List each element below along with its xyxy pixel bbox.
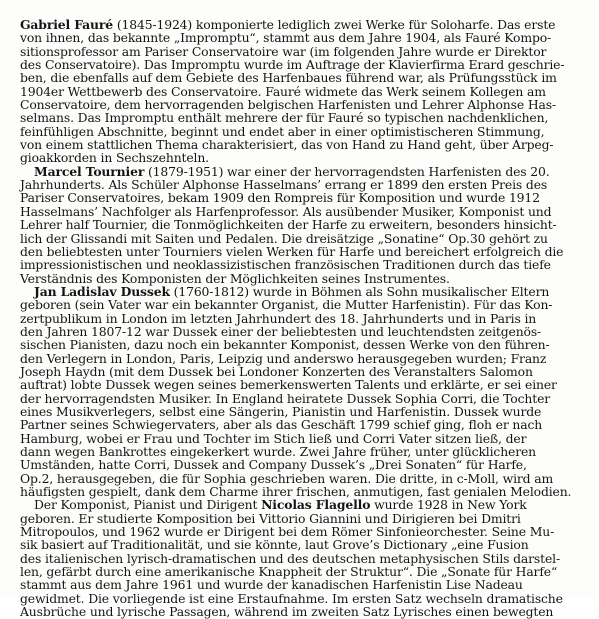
line-text: Verständnis des Komponisten der Möglichkeiten seines Instrumentes. <box>20 270 450 286</box>
text-line <box>20 472 585 485</box>
text-line <box>20 485 585 498</box>
line-text: 1904er Wettbewerb des Conservatoire. Fauré widmete das Werk seinem Kollegen am <box>20 83 546 99</box>
text-line <box>20 125 585 138</box>
line-text: Joseph Haydn (mit dem Dussek bei Londoner Konzerten des Veranstalters Salomon <box>20 363 533 379</box>
line-text: dann wegen Bankrottes eingekerkert wurde. Zwei Jahre früher, unter glücklicheren <box>20 444 537 459</box>
text-line <box>20 458 585 471</box>
paragraph <box>20 285 585 499</box>
line-text: ben, die ebenfalls auf dem Gebiete des Harfenbaues führend war, als Prüfungsstück im <box>20 70 557 86</box>
text-line <box>20 565 585 578</box>
text-line <box>20 578 585 591</box>
text-line <box>20 538 585 551</box>
text-line <box>20 245 585 258</box>
text-line <box>20 325 585 338</box>
text-line <box>20 512 585 525</box>
text-line <box>20 98 585 111</box>
line-text: gioakkorden in Sechszehnteln. <box>20 150 209 166</box>
line-text: Ausbrüche und lyrische Passagen, während im zweiten Satz Lyrisches einen bewegten <box>20 604 554 619</box>
line-text: zertpublikum in London im letzten Jahrhundert des 18. Jahrhunderts und in Paris in <box>20 310 537 326</box>
line-text: wurde 1928 in New York <box>370 497 527 513</box>
text-line <box>20 258 585 271</box>
composer-name: Marcel Tournier <box>34 163 145 179</box>
text-line <box>20 312 585 325</box>
line-text: Partner seines Schwiegervaters, aber als das Geschäft 1799 schief ging, floh er nach <box>20 417 543 433</box>
text-line <box>20 298 585 311</box>
text-line <box>20 31 585 44</box>
line-text: Umständen, hatte Corri, Dussek and Company Dussek’s „Drei Sonaten“ für Harfe, <box>20 457 527 473</box>
paragraph <box>20 498 585 618</box>
line-text: Jahrhunderts. Als Schüler Alphonse Hasselmans’ errang er 1899 den ersten Preis des <box>20 177 548 193</box>
composer-name: Gabriel Fauré <box>20 17 114 32</box>
line-text: Mitropoulos, und 1962 wurde er Dirigent bei dem Römer Sinfonieorchester. Seine Mu- <box>20 524 555 540</box>
text-line <box>20 605 585 618</box>
text-line <box>20 111 585 124</box>
text-line <box>20 151 585 164</box>
text-line <box>20 85 585 98</box>
text-line <box>20 71 585 84</box>
text-line <box>20 378 585 391</box>
line-text: Op.2, herausgegeben, die für Sophia geschrieben waren. Die dritte, in c-Moll, wird am <box>20 470 554 486</box>
line-text: stammt aus dem Jahre 1961 und wurde der kanadischen Harfenistin Lise Nadeau <box>20 577 523 593</box>
line-text: sitionsprofessor am Pariser Conservatoire war (im folgenden Jahre wurde er Direktor <box>20 43 547 59</box>
line-text: den Jahren 1807-12 war Dussek einer der beliebtesten und leuchtendsten zeitgenös- <box>20 323 542 339</box>
text-line <box>20 365 585 378</box>
line-text: Hasselmans’ Nachfolger als Harfenprofessor. Als ausübender Musiker, Komponist und <box>20 203 552 219</box>
line-text: geboren. Er studierte Komposition bei Vittorio Giannini und Dirigieren bei Dmitri <box>20 510 521 526</box>
line-text: (1845-1924) komponierte lediglich zwei Werke für Soloharfe. Das erste <box>113 17 556 32</box>
line-text: geboren (sein Vater war ein bekannter Organist, die Mutter Harfenistin). Für das Kon- <box>20 297 553 313</box>
line-text: feinfühligen Abschnitte, beginnt und endet aber in einer optimistischeren Stimmung, <box>20 123 545 139</box>
text-line <box>20 232 585 245</box>
text-line <box>20 18 585 31</box>
line-text: der hervorragendsten Musiker. In England heiratete Dussek Sophia Corri, die Tochter <box>20 390 551 406</box>
text-line <box>20 405 585 418</box>
text-line <box>20 352 585 365</box>
text-line <box>20 45 585 58</box>
line-text: Conservatoire, dem hervorragenden belgischen Harfenisten und Lehrer Alphonse Has- <box>20 97 556 113</box>
line-text: (1879-1951) war einer der hervorragendsten Harfenisten des 20. <box>144 163 550 179</box>
line-text: häufigsten gespielt, dank dem Charme ihrer frischen, anmutigen, fast genialen Melodien. <box>20 484 572 500</box>
text-line <box>20 191 585 204</box>
text-line <box>20 272 585 285</box>
line-text: eines Musikverlegers, selbst eine Sängerin, Pianistin und Harfenistin. Dussek wurde <box>20 403 542 419</box>
line-text: Pariser Conservatoires, bekam 1909 den Rompreis für Komposition und wurde 1912 <box>20 190 540 206</box>
line-text: den Verlegern in London, Paris, Leipzig und anderswo herausgegeben wurden; Franz <box>20 350 547 366</box>
text-line <box>20 138 585 151</box>
text-line <box>20 165 585 178</box>
line-text: impressionistischen und neoklassizistischen französischen Traditionen durch das tiefe <box>20 257 551 273</box>
line-text: (1760-1812) wurde in Böhmen als Sohn musikalischer Eltern <box>169 283 550 299</box>
line-text: den beliebtesten unter Tourniers vielen Werken für Harfe und bereichert erfolgreich die <box>20 243 564 259</box>
text-line <box>20 338 585 351</box>
line-text: Hamburg, wobei er Frau und Tochter im Stich ließ und Corri Vater sitzen ließ, der <box>20 430 527 446</box>
line-text: gewidmet. Die vorliegende ist eine Erstaufnahme. Im ersten Satz wechseln dramatische <box>20 590 563 606</box>
composer-name: Nicolas Flagello <box>261 497 371 513</box>
text-line <box>20 418 585 431</box>
line-text: von ihnen, das bekannte „Impromptu“, stammt aus dem Jahre 1904, als Fauré Kompo- <box>20 30 552 46</box>
line-text: lich der Glissandi mit Saiten und Pedalen. Die dreisätzige „Sonatine“ Op.30 gehört zu <box>20 230 548 246</box>
text-line <box>20 498 585 511</box>
text-line <box>20 525 585 538</box>
line-text: selmans. Das Impromptu enthält mehrere der für Fauré so typischen nachdenklichen, <box>20 110 549 126</box>
line-text: des Conservatoire). Das Impromptu wurde im Auftrage der Klavierfirma Erard geschrie- <box>20 57 565 73</box>
line-text: sischen Pianisten, dazu noch ein bekannter Komponist, dessen Werke von den führen- <box>20 337 550 353</box>
paragraph <box>20 165 585 285</box>
text-line <box>20 592 585 605</box>
composer-name: Jan Ladislav Dussek <box>34 283 170 299</box>
line-text: sik basiert auf Traditionalität, und sie könnte, laut Grove’s Dictionary „eine Fusion <box>20 537 529 553</box>
text-line <box>20 58 585 71</box>
line-text: len, gefärbt durch eine amerikanische Knappheit der Struktur“. Die „Sonate für Harfe“ <box>20 564 558 580</box>
line-text: Der Komponist, Pianist und Dirigent <box>34 497 262 513</box>
text-column <box>20 18 585 618</box>
text-line <box>20 285 585 298</box>
text-line <box>20 552 585 565</box>
text-line <box>20 218 585 231</box>
text-line <box>20 445 585 458</box>
text-line <box>20 178 585 191</box>
text-line <box>20 205 585 218</box>
paragraph <box>20 18 585 165</box>
text-line <box>20 432 585 445</box>
line-text: Lehrer half Tournier, die Tonmöglichkeiten der Harfe zu erweitern, besonders hinsicht- <box>20 217 557 233</box>
text-line <box>20 392 585 405</box>
line-text: des italienischen lyrisch-dramatischen und des deutschen metaphysischen Stils darstel- <box>20 550 560 566</box>
line-text: auftrat) lobte Dussek wegen seines bemerkenswerten Talents und erklärte, er sei einer <box>20 377 557 393</box>
line-text: von einem stattlichen Thema charakterisiert, das von Hand zu Hand geht, über Arpeg- <box>20 137 554 153</box>
